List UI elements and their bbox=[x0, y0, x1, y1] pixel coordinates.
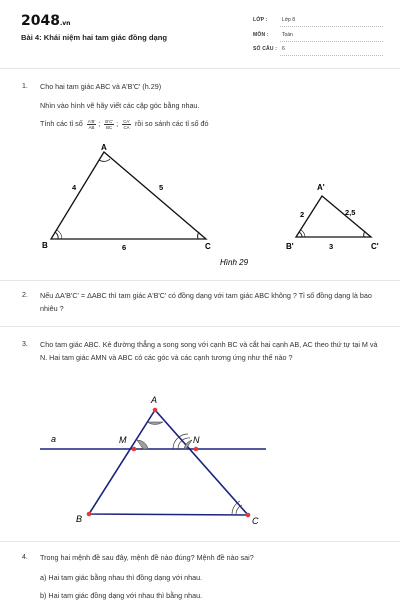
vertex-c-label: C bbox=[252, 516, 259, 526]
option-b: b) Hai tam giác đồng dạng với nhau thì bằng nhau. bbox=[40, 591, 203, 600]
question-3-number: 3. bbox=[22, 341, 28, 348]
ratio-line: Tính các tỉ số $\frac{A'B'}{AB}$ ; $\frac{B'C'}{BC}$ ; $\frac{CA'}{CA}$ rồi so sánh các tỉ số đó bbox=[40, 118, 209, 130]
point-m-label: M bbox=[119, 435, 127, 445]
point-a bbox=[153, 408, 158, 413]
point-b bbox=[87, 512, 92, 517]
angle-b-mark bbox=[55, 232, 58, 239]
vertex-c-label: C bbox=[205, 242, 211, 251]
ratio-fraction: $\frac{B'C'}{BC}$ bbox=[105, 118, 114, 130]
question-1-number: 1. bbox=[22, 83, 28, 90]
angle-a-mark bbox=[99, 159, 110, 161]
vertex-b-label: B bbox=[76, 514, 83, 524]
question-4-number: 4. bbox=[22, 554, 28, 561]
question-4-text: Trong hai mệnh đề sau đây, mệnh đề nào đúng? Mệnh đề nào sai? a) Hai tam giác bằng nhau thì đồng dạng với nhau. b) Hai tam giác đồng dạng với nhau thì bằng nhau. bbox=[40, 552, 385, 600]
vertex-b-label: B bbox=[42, 241, 48, 250]
question-3-text: Cho tam giác ABC. Kẻ đường thẳng a song song với cạnh BC và cắt hai cạnh AB, AC theo thứ tự tại M và N. Hai tam giác AMN và ABC có các góc và các cạnh tương ứng như thế nào ? bbox=[40, 340, 378, 362]
point-m bbox=[132, 447, 137, 452]
option-a: a) Hai tam giác bằng nhau thì đồng dạng với nhau. bbox=[40, 572, 203, 582]
question-divider bbox=[0, 541, 400, 542]
meta-count: SỐ CÂU : 6 bbox=[253, 44, 383, 56]
side-b-prime-c-prime-label: 3 bbox=[329, 242, 334, 251]
figure-29 bbox=[0, 138, 400, 273]
side-bc-label: 6 bbox=[122, 243, 127, 252]
meta-subject: MÔN : Toán bbox=[253, 30, 383, 42]
ratio-fraction: $\frac{CA'}{CA}$ bbox=[123, 118, 131, 130]
point-n-label: N bbox=[193, 435, 200, 445]
vertex-b-prime-label: B' bbox=[286, 242, 294, 251]
side-ac-label: 5 bbox=[159, 183, 164, 192]
question-divider bbox=[0, 280, 400, 281]
point-c bbox=[246, 513, 251, 518]
side-a-prime-b-prime-label: 2 bbox=[300, 210, 305, 219]
header-divider bbox=[0, 68, 400, 69]
meta-class: LỚP : Lớp 8 bbox=[253, 15, 383, 27]
angle-m-mark bbox=[137, 440, 148, 449]
side-ab-label: 4 bbox=[72, 183, 77, 192]
side-a-prime-c-prime-label: 2,5 bbox=[345, 208, 356, 217]
vertex-c-prime-label: C' bbox=[371, 242, 379, 251]
worksheet-header bbox=[0, 0, 400, 68]
question-2-number: 2. bbox=[22, 292, 28, 299]
vertex-a-label: A bbox=[101, 143, 107, 152]
question-1-text: Cho hai tam giác ABC và A'B'C' (h.29) Nhìn vào hình vẽ hãy viết các cặp góc bằng nhau. Tính các tỉ số $\frac{A'B'}{AB}$ ; $\frac{B'C'}{BC}$ ; $\frac{CA'}{CA}$ rồi so sánh các tỉ số đó bbox=[40, 81, 385, 131]
question-2-text: Nếu ΔA'B'C' = ΔABC thì tam giác A'B'C' có đồng dạng với tam giác ABC không ? Tỉ số đồng dạng là bao nhiêu ? bbox=[40, 291, 372, 313]
triangle-a-prime bbox=[296, 196, 371, 237]
vertex-a-prime-label: A' bbox=[317, 183, 325, 192]
figure-parallel-line bbox=[0, 388, 400, 533]
angle-c-mark bbox=[198, 232, 199, 239]
point-n bbox=[194, 447, 199, 452]
site-logo[interactable]: 2048.vn bbox=[21, 13, 71, 29]
angle-a-mark bbox=[147, 422, 163, 425]
lesson-title: Bài 4: Khái niệm hai tam giác đồng dạng bbox=[21, 33, 167, 42]
line-a-label: a bbox=[51, 434, 57, 444]
question-divider bbox=[0, 326, 400, 327]
triangle-abc bbox=[51, 152, 206, 239]
ratio-fraction: $\frac{A'B'}{AB}$ bbox=[87, 118, 96, 130]
vertex-a-label: A bbox=[151, 395, 158, 405]
figure-caption: Hình 29 bbox=[220, 258, 249, 267]
triangle-abc bbox=[89, 410, 248, 515]
